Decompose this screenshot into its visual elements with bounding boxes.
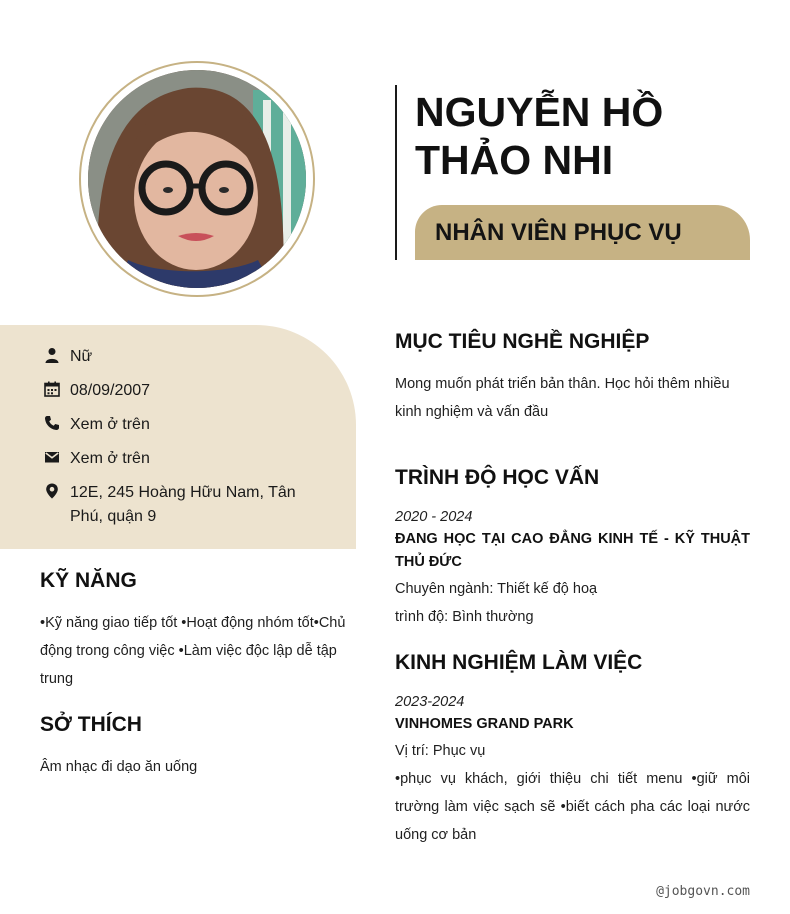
name-accent-bar: [395, 85, 397, 260]
person-icon: [44, 347, 60, 363]
address-value: 12E, 245 Hoàng Hữu Nam, Tân Phú, quận 9: [70, 484, 296, 525]
objective-text: Mong muốn phát triển bản thân. Học hỏi thêm nhiều kinh nghiệm và vấn đầu: [395, 376, 730, 420]
education-title: TRÌNH ĐỘ HỌC VẤN: [395, 466, 600, 489]
location-pin-icon: [44, 483, 60, 499]
calendar-icon: [44, 381, 60, 397]
phone-value: Xem ở trên: [70, 416, 150, 433]
email-value: Xem ở trên: [70, 450, 150, 467]
contact-phone: [44, 413, 150, 437]
education-date: 2020 - 2024: [395, 509, 473, 525]
hobbies-title: SỞ THÍCH: [40, 713, 142, 736]
hobbies-text: Âm nhạc đi dạo ăn uống: [40, 759, 198, 775]
education-level: trình độ: Bình thường: [395, 609, 534, 625]
full-name: NGUYỄN HỒ THẢO NHI: [415, 89, 664, 183]
contact-dob: [44, 379, 150, 403]
experience-company: VINHOMES GRAND PARK: [395, 716, 574, 732]
skills-text: •Kỹ năng giao tiếp tốt •Hoạt động nhóm tốt•Chủ động trong công việc •Làm việc độc lập dễ tập trung: [40, 615, 346, 687]
contact-gender: [44, 345, 92, 369]
contact-address: [44, 481, 314, 529]
experience-title: KINH NGHIỆM LÀM VIỆC: [395, 651, 643, 674]
experience-description: •phục vụ khách, giới thiệu chi tiết menu •giữ môi trường làm việc sạch sẽ •biết cách pha các loại nước uống cơ bản: [395, 771, 750, 843]
objective-title: MỤC TIÊU NGHỀ NGHIỆP: [395, 330, 650, 353]
experience-date: 2023-2024: [395, 694, 465, 710]
avatar-illustration: [88, 70, 306, 288]
skills-title: KỸ NĂNG: [40, 569, 137, 592]
avatar: [88, 70, 306, 288]
education-school: ĐANG HỌC TẠI CAO ĐẲNG KINH TẾ - KỸ THUẬT THỦ ĐỨC: [395, 531, 750, 570]
contact-email: [44, 447, 150, 471]
mail-icon: [44, 449, 60, 465]
contact-panel: [0, 325, 356, 549]
gender-value: Nữ: [70, 348, 93, 365]
job-title-badge: NHÂN VIÊN PHỤC VỤ: [415, 205, 750, 260]
footer-watermark: @jobgovn.com: [656, 884, 750, 899]
education-major: Chuyên ngành: Thiết kế độ hoạ: [395, 581, 598, 597]
experience-position: Vị trí: Phục vụ: [395, 743, 486, 759]
dob-value: 08/09/2007: [70, 382, 151, 399]
phone-icon: [44, 415, 60, 431]
